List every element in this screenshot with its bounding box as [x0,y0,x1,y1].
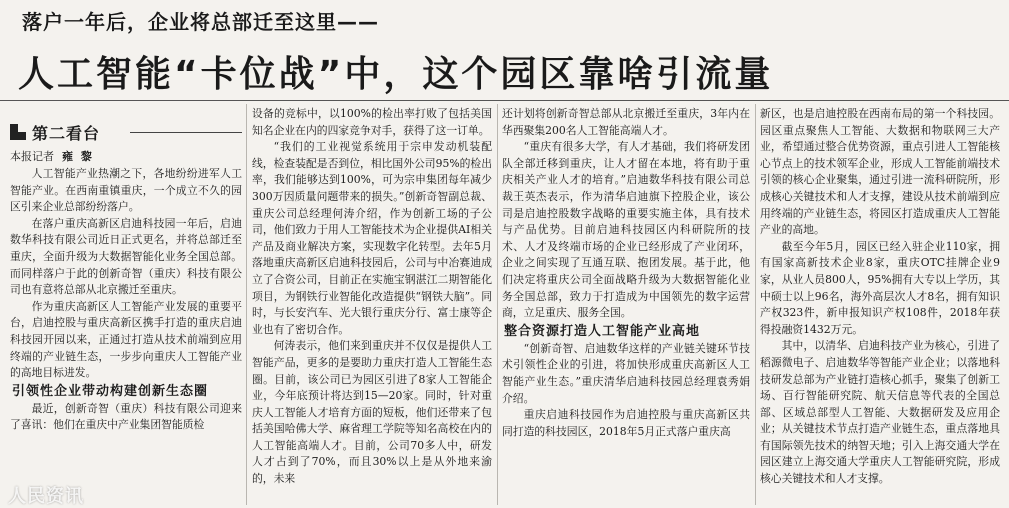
paragraph: 新区，也是启迪控股在西南布局的第一个科技园。园区重点聚焦人工智能、大数据和物联网三大产业，希望通过整合优势资源，重点引进人工智能核心节点上的技术领军企业，形成人工智能前端技术引领的核心企业聚集，通过引进一流科研院所，形成核心关键技术和人才支撑，建设从技术前端到应用终端的产业链生态，将园区打造成重庆人工智能产业的高地。 [760,107,1000,237]
paragraph: 最近，创新奇智（重庆）科技有限公司迎来了喜讯：他们在重庆中产业集团智能质检 [10,401,242,432]
article-column-3 [502,106,750,505]
article-column-2 [252,106,492,505]
paragraph: 其中，以清华、启迪科技产业为核心，引进了稻源微电子、启迪数华等智能产业企业；以落地科技研发总部为产业链打造核心抓手，聚集了创新工场、百行智能研究院、航天信息等代表的全国总部、区域总部型人工智能、大数据研发及应用企业；从关键技术节点打造产业链生态，重点落地具有国际领先技术的纳智天地；引入上海交通大学在园区建立上海交通大学重庆人工智能研究院，形成核心关键技术和人才支撑。 [760,339,1000,486]
column-name [10,122,244,142]
article-column-1 [10,166,242,505]
headline-rule [0,100,1009,101]
column-mark-icon [10,124,26,140]
paragraph: “重庆有很多大学，有人才基础，我们将研发团队全部迁移到重庆，让人才留在本地，将有助于重庆相关产业人才的培育。”启迪数华科技有限公司总裁王英杰表示，作为清华启迪旗下控股企业，该公司是启迪控股数字战略的重要实施主体，具有技术与产品优势。目前启迪科技园区内科研院所的技术、人才及终端市场的企业已经形成了产业闭环，企业之间实现了互通互联、抱团发展。基于此，他们决定将重庆公司全面战略升级为大数据智能化业务全国总部，致力于打造成为中国领先的数字运营商，立足重庆、服务全国。 [502,140,750,320]
paragraph: 人工智能产业热潮之下，各地纷纷进军人工智能产业。在西南重镇重庆，一个成立不久的园区引来企业总部纷纷落户。 [10,167,242,214]
main-headline: 人工智能“卡位战”中，这个园区靠啥引流量 [18,54,774,95]
paragraph: 在落户重庆高新区启迪科技园一年后，启迪数华科技有限公司近日正式更名，并将总部迁至重庆，全面升级为大数据智能化业务全国总部。而同样落户于此的创新奇智（重庆）科技有限公司也有意将总部从北京搬迁至重庆。 [10,216,242,297]
paragraph: 截至今年5月，园区已经入驻企业110家，拥有国家高新技术企业8家，重庆OTC挂牌企业9家，从业人员800人，95%拥有大专以上学历，其中硕士以上96名，海外高层次人才8名，拥有知识产权323件，新申报知识产权108件，2018年获得投融资1432万元。 [760,239,1000,336]
column-divider [246,104,247,505]
paragraph: 还计划将创新奇智总部从北京搬迁至重庆，3年内在华西聚集200名人工智能高端人才。 [502,107,750,137]
subheading: 引领性企业带动构建创新生态圈 [12,383,209,399]
paragraph: 何涛表示，他们来到重庆并不仅仅是提供人工智能产品，更多的是要助力重庆打造人工智能生态圈。目前，该公司已为园区引进了8家人工智能企业，今年底预计将达到15—20家。同时，针对重庆人工智能人才培育方面的短板，他们还带来了包括美国哈佛大学、麻省理工学院等知名高校在内的人工智能高端人才。目前，公司70多人中，研发人才占到了70%，而且30%以上是从外地来渝的，未来 [252,339,492,486]
article-column-4 [760,106,1000,505]
paragraph: 设备的竞标中，以100%的检出率打败了包括美国知名企业在内的四家竞争对手，获得了这一订单。 [252,107,492,137]
kicker-headline: 落户一年后，企业将总部迁至这里—— [22,10,379,34]
column-divider [755,104,756,505]
byline-prefix: 本报记者 [10,150,54,163]
paragraph: 重庆启迪科技园作为启迪控股与重庆高新区共同打造的科技园区，2018年5月正式落户重庆高 [502,408,750,438]
byline-author: 雍 黎 [62,150,94,163]
byline [10,148,244,164]
subheading: 整合资源打造人工智能产业高地 [504,323,701,339]
paragraph: 作为重庆高新区人工智能产业发展的重要平台，启迪控股与重庆高新区携手打造的重庆启迪科技园开园以来，正通过打造从技术前端到应用终端的产业链生态，一步步向重庆人工智能产业的高地目标进发。 [10,299,242,380]
column-name-text: 第二看台 [32,124,101,143]
watermark: 人民资讯 [8,486,84,507]
paragraph: “创新奇智、启迪数华这样的产业链关键环节技术引领性企业的引进，将加快形成重庆高新区人工智能产业生态。”重庆清华启迪科技园总经理袁秀娟介绍。 [502,341,750,405]
paragraph: “我们的工业视觉系统用于宗申发动机装配线，检查装配是否到位，相比国外公司95%的检出率，我们能够达到100%，可为宗申集团每年减少300万因质量问题带来的损失。”创新奇智副总裁、重庆公司总经理何涛介绍，作为创新工场的子公司，他们致力于用人工智能技术为企业提供AI相关产品及商业解决方案，实现数字化转型。去年5月落地重庆高新区启迪科技园后，公司与中冶赛迪成立了合资公司，目前正在实施宝钢湛江二期智能化项目，为钢铁行业智能化改造提供“钢铁大脑”。同时，与长安汽车、光大银行重庆分行、富士康等企业也有了密切合作。 [252,140,492,336]
column-name-rule [130,132,242,133]
column-divider [497,104,498,505]
